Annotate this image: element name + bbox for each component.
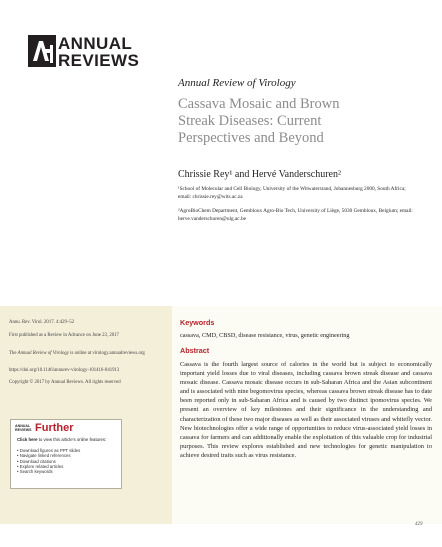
further-features-list (17, 448, 80, 474)
annual-reviews-logo (28, 35, 158, 75)
online-suffix: is online at virology.annualreviews.org (68, 351, 145, 356)
further-logo (15, 425, 32, 433)
further-item[interactable]: • Navigate linked references (17, 453, 80, 458)
title-line: Cassava Mosaic and Brown (178, 96, 340, 112)
journal-name: Annual Review of Virology (178, 77, 296, 89)
title-line: Perspectives and Beyond (178, 130, 324, 146)
further-item[interactable]: • Search keywords (17, 469, 80, 474)
online-journal: Annual Review of Virology (17, 351, 69, 356)
further-heading (17, 437, 117, 442)
online-info (9, 351, 167, 358)
publication-date: First published as a Review in Advance on June 23, 2017 (9, 333, 119, 338)
authors: Chrissie Rey¹ and Hervé Vanderschuren² (178, 169, 341, 180)
further-item[interactable]: • Explore related articles (17, 464, 80, 469)
logo-word-annual: ANNUAL (58, 34, 133, 53)
page-number: 429 (415, 522, 423, 527)
keywords-text: cassava, CMD, CBSD, disease resistance, virus, genetic engineering (180, 332, 350, 339)
logo-word-reviews: REVIEWS (58, 51, 140, 70)
citation: Annu. Rev. Virol. 2017. 4:429–52 (9, 320, 75, 325)
further-heading-rest: to view this article's online features: (37, 437, 107, 442)
abstract-heading: Abstract (180, 346, 210, 355)
annual-reviews-mark-icon (28, 35, 56, 67)
online-prefix: The (9, 351, 18, 356)
affiliation-2: ²AgroBioChem Department, Gembloux Agro-Bio Tech, University of Liège, 5030 Gembloux, Belgium; email: herve.vanderschuren@ulg.ac.be (178, 208, 413, 222)
article-title (178, 96, 418, 147)
click-here-link[interactable]: Click here (17, 437, 38, 442)
further-title: Further (35, 422, 74, 434)
abstract-text: Cassava is the fourth largest source of calories in the world but is subject to economically important yield losses due to viral diseases, including cassava brown streak disease and cassava mosaic disease. Cassava mosaic disease occurs in sub-Saharan Africa and the Asian subcontinent and is associated with nine begomovirus species, whereas cassava brown streak disease has to date been reported only in sub-Saharan Africa and is caused by two distinct ipomovirus species. We present an overview of key milestones and their significance in the understanding and characterization of these two major diseases as well as their associated viruses and whitefly vector. New biotechnologies offer a wide range of opportunities to reduce virus-associated yield losses in cassava for farmers and can additionally enable the exploitation of this valuable crop for industrial purposes. This review explores established and new technologies for genetic manipulation to achieve desired traits such as virus resistance. (180, 361, 432, 459)
further-logo-line: ANNUAL (15, 424, 31, 428)
further-item[interactable]: • Download citations (17, 459, 80, 464)
affiliation-1: ¹School of Molecular and Cell Biology, University of the Witwatersrand, Johannesburg 2000, South Africa; email: chrissie.rey@wits.ac.za (178, 186, 406, 200)
further-box[interactable] (10, 419, 122, 489)
further-logo-line: REVIEWS (15, 427, 32, 432)
further-item[interactable]: • Download figures as PPT slides (17, 448, 80, 453)
doi-link[interactable]: https://doi.org/10.1146/annurev-virology-101416-041913 (9, 368, 120, 373)
copyright: Copyright © 2017 by Annual Reviews. All rights reserved (9, 380, 121, 385)
keywords-heading: Keywords (180, 318, 215, 327)
title-line: Streak Diseases: Current (178, 113, 322, 129)
